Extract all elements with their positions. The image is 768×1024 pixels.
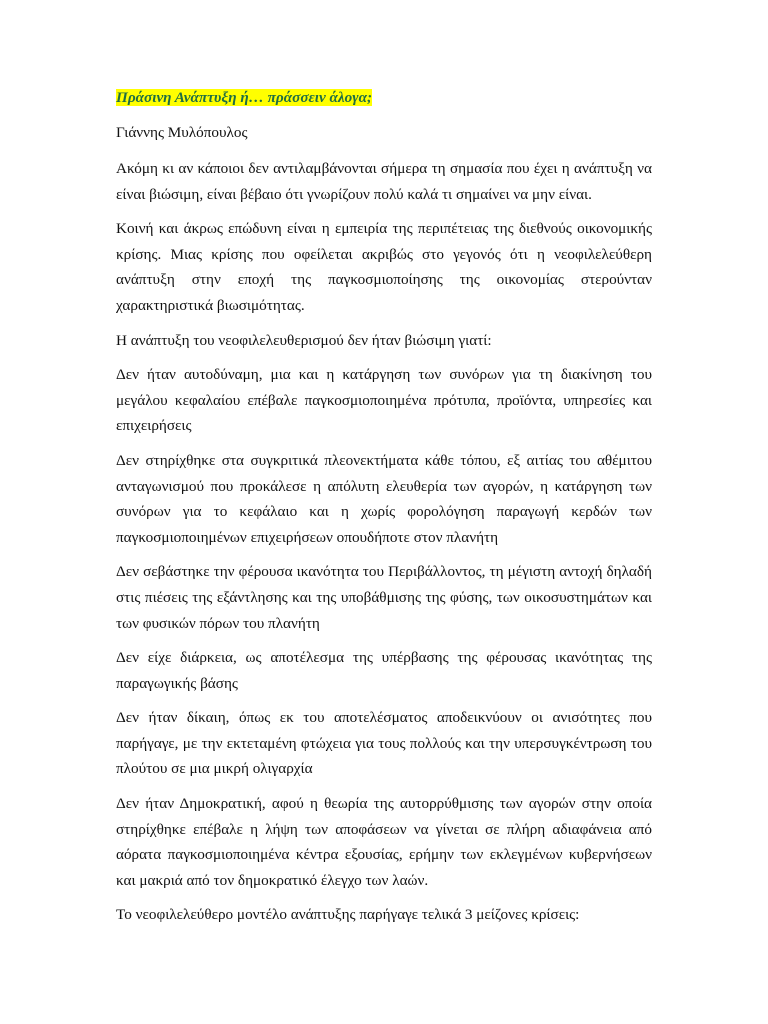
paragraph: Κοινή και άκρως επώδυνη είναι η εμπειρία της περιπέτειας της διεθνούς οικονομικής κρίσης. Μιας κρίσης που οφείλεται ακριβώς στο γεγονός ότι η νεοφιλελεύθερη ανάπτυξη στην εποχή της παγκοσμιοποίησης της οικονομίας στερούνταν χαρακτηριστικά βιωσιμότητας. <box>116 220 652 314</box>
paragraph: Δεν είχε διάρκεια, ως αποτέλεσμα της υπέρβασης της φέρουσας ικανότητας της παραγωγικής βάσης <box>116 649 652 692</box>
paragraph: Δεν ήταν δίκαιη, όπως εκ του αποτελέσματος αποδεικνύουν οι ανισότητες που παρήγαγε, με την εκτεταμένη φτώχεια για τους πολλούς και την υπερσυγκέντρωση του πλούτου σε μια μικρή ολιγαρχία <box>116 709 652 778</box>
paragraph: Δεν ήταν αυτοδύναμη, μια και η κατάργηση των συνόρων για τη διακίνηση του μεγάλου κεφαλαίου επέβαλε παγκοσμιοποιημένα πρότυπα, προϊόντα, υπηρεσίες και επιχειρήσεις <box>116 366 652 435</box>
document-author: Γιάννης Μυλόπουλος <box>116 124 248 141</box>
document-page <box>116 86 652 937</box>
paragraph: Δεν ήταν Δημοκρατική, αφού η θεωρία της αυτορρύθμισης των αγορών στην οποία στηρίχθηκε επέβαλε η λήψη των αποφάσεων να γίνεται σε πλήρη αδιαφάνεια από αόρατα παγκοσμιοποιημένα κέντρα εξουσίας, ερήμην των εκλεγμένων κυβερνήσεων και μακριά από τον δημοκρατικό έλεγχο των λαών. <box>116 795 652 889</box>
paragraph: Δεν στηρίχθηκε στα συγκριτικά πλεονεκτήματα κάθε τόπου, εξ αιτίας του αθέμιτου ανταγωνισμού που προκάλεσε η απόλυτη ελευθερία των αγορών, η κατάργηση των συνόρων για το κεφάλαιο και η χωρίς φορολόγηση παραγωγή κερδών των παγκοσμιοποιημένων επιχειρήσεων οπουδήποτε στον πλανήτη <box>116 451 652 546</box>
paragraph: Το νεοφιλελεύθερο μοντέλο ανάπτυξης παρήγαγε τελικά 3 μείζονες κρίσεις: <box>116 906 580 924</box>
paragraph: Η ανάπτυξη του νεοφιλελευθερισμού δεν ήταν βιώσιμη γιατί: <box>116 331 492 349</box>
paragraph: Ακόμη κι αν κάποιοι δεν αντιλαμβάνονται σήμερα τη σημασία που έχει η ανάπτυξη να είναι βιώσιμη, είναι βέβαιο ότι γνωρίζουν πολύ καλά τι σημαίνει να μην είναι. <box>116 160 652 203</box>
document-title-text: Πράσινη Ανάπτυξη ή… πράσσειν άλογα; <box>116 89 373 106</box>
document-title <box>116 86 652 110</box>
paragraph: Δεν σεβάστηκε την φέρουσα ικανότητα του Περιβάλλοντος, τη μέγιστη αντοχή δηλαδή στις πιέσεις της εξάντλησης και της υποβάθμισης της φύσης, των οικοσυστημάτων και των φυσικών πόρων του πλανήτη <box>116 563 652 632</box>
